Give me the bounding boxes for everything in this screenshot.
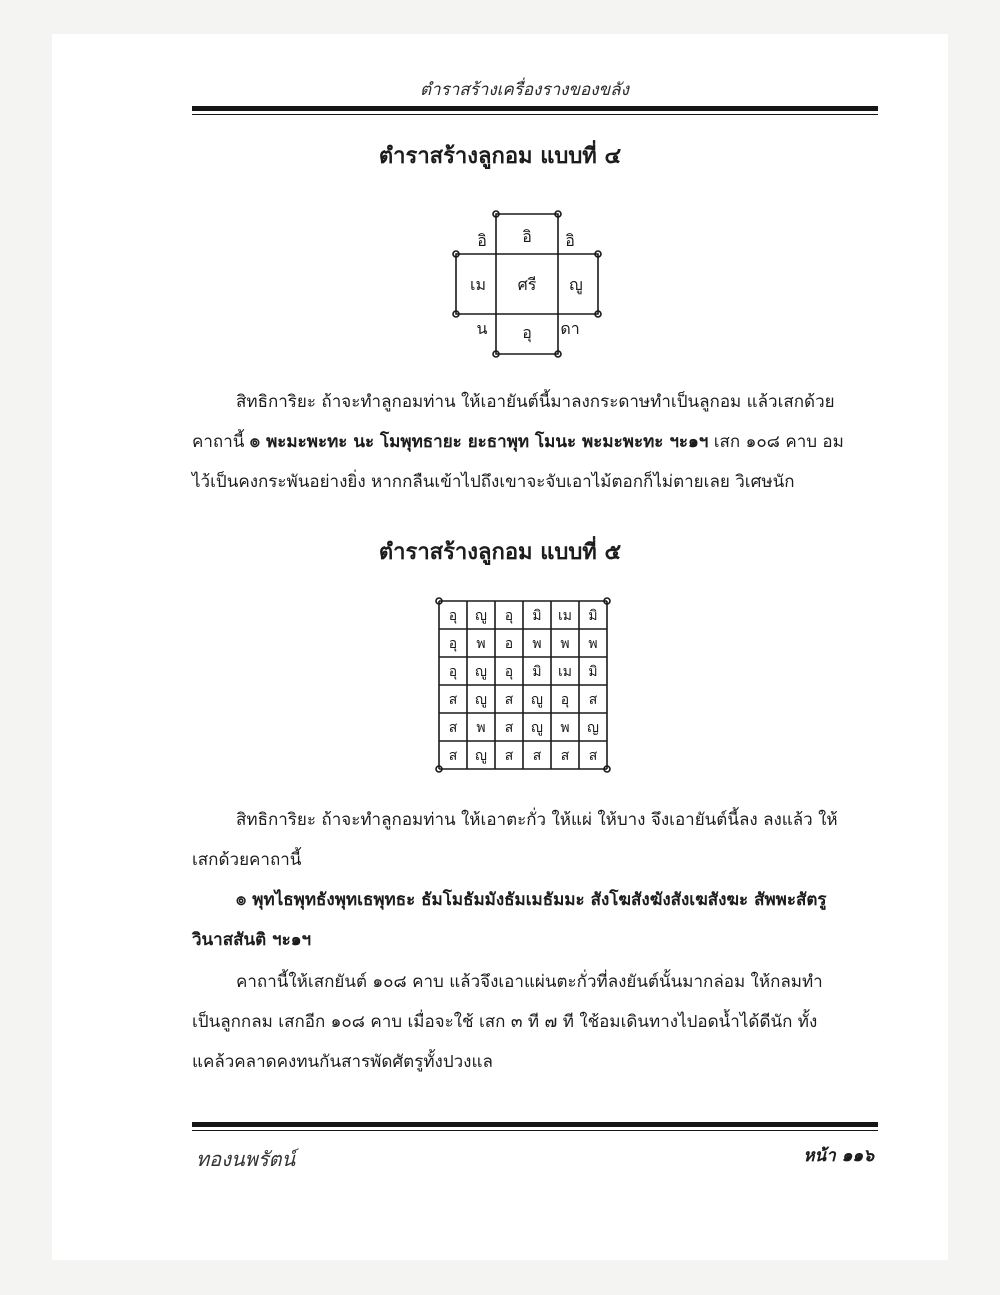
grid-cell: ญู <box>475 748 487 764</box>
section1-line-1: สิทธิการิยะ ถ้าจะทำลูกอมท่าน ให้เอายันต์นี้มาลงกระดาษทำเป็นลูกอม แล้วเสกด้วย <box>236 392 835 412</box>
footer-signature: ทองนพรัตน์ <box>196 1147 296 1171</box>
header-rule-thick <box>192 106 878 111</box>
mantra-line-2: วินาสสันติ ฯะ๑ฯ <box>192 930 312 950</box>
grid-cell: เม <box>557 664 573 680</box>
yantra-cell: อิ <box>565 231 575 250</box>
section1-line-2 <box>192 422 878 462</box>
section-title-4: ตำราสร้างลูกอม แบบที่ ๔ <box>378 143 622 169</box>
grid-cell: อุ <box>448 636 458 652</box>
mantra-line-1: ๏ พุทไธพุทธังพุทเธพุทธะ ธัมโมธัมมังธัมเมธัมมะ สังโฆสังฆังสังเฆสังฆะ สัพพะสัตรู <box>236 890 827 910</box>
grid-cell: ส <box>504 748 514 764</box>
section2-line-5: แคล้วคลาดคงทนกันสารพัดศัตรูทั้งปวงแล <box>192 1052 493 1072</box>
grid-cell: ส <box>504 720 514 736</box>
yantra-cell: เม <box>469 275 487 294</box>
grid-cell: ญู <box>531 720 543 736</box>
grid-cell: มิ <box>588 608 598 624</box>
section2-line-2: เสกด้วยคาถานี้ <box>192 850 302 870</box>
section2-line-4: เป็นลูกกลม เสกอีก ๑๐๘ คาบ เมื่อจะใช้ เสก ๓ ที ๗ ที ใช้อมเดินทางไปอดน้ำได้ดีนัก ทั้ง <box>192 1012 818 1032</box>
grid-cell: อุ <box>560 692 570 708</box>
grid-cell: พ <box>560 636 570 652</box>
grid-cell: ส <box>448 692 458 708</box>
grid-cell: ส <box>532 748 542 764</box>
yantra-cell: อิ <box>522 227 532 246</box>
grid-cell: ญ <box>587 720 599 736</box>
cross-yantra <box>448 208 608 360</box>
grid-cell: มิ <box>588 664 598 680</box>
section-title-5: ตำราสร้างลูกอม แบบที่ ๕ <box>378 539 622 565</box>
grid-cell: ส <box>448 720 458 736</box>
grid-cell: เม <box>557 608 573 624</box>
section1-mantra: ๏ พะมะพะทะ นะ โมพุทธายะ ยะธาพุท โมนะ พะมะพะทะ ฯะ๑ฯ <box>249 432 709 452</box>
yantra-cell: อุ <box>522 323 532 342</box>
grid-cell: ญู <box>531 692 543 708</box>
yantra-cell: น <box>476 319 488 338</box>
section1-line-3: ไว้เป็นคงกระพันอย่างยิ่ง หากกลืนเข้าไปถึงเขาจะจับเอาไม้ตอกก็ไม่ตายเลย วิเศษนัก <box>192 472 795 492</box>
grid-cell: พ <box>476 636 486 652</box>
grid-cell: อุ <box>448 608 458 624</box>
grid-cell: ส <box>448 748 458 764</box>
page-number: หน้า ๑๑๖ <box>803 1146 874 1166</box>
running-header: ตำราสร้างเครื่องรางของขลัง <box>420 80 629 100</box>
grid-cell: ญู <box>475 692 487 708</box>
yantra-cell: ศรี <box>517 275 537 294</box>
yantra-cell: ญู <box>569 275 583 294</box>
grid-cell: อุ <box>504 608 514 624</box>
yantra-cell: ดา <box>560 319 580 338</box>
grid-cell: อุ <box>504 664 514 680</box>
grid-cell: ส <box>588 692 598 708</box>
grid-cell: มิ <box>532 664 542 680</box>
grid-cell: ญู <box>475 608 487 624</box>
grid-cell: พ <box>476 720 486 736</box>
grid-cell: ส <box>504 692 514 708</box>
section1-text: เสก ๑๐๘ คาบ อม <box>708 432 844 452</box>
grid-cell: อ <box>504 636 514 652</box>
square-yantra-grid <box>428 590 618 780</box>
grid-cell: อุ <box>448 664 458 680</box>
grid-cell: พ <box>560 720 570 736</box>
grid-cell: มิ <box>532 608 542 624</box>
footer-rule-thin <box>192 1130 878 1131</box>
yantra-cell: อิ <box>477 231 487 250</box>
header-rule-thin <box>192 114 878 115</box>
section2-line-3: คาถานี้ให้เสกยันต์ ๑๐๘ คาบ แล้วจึงเอาแผ่นตะกั่วที่ลงยันต์นั้นมากล่อม ให้กลมทำ <box>236 972 823 992</box>
grid-cell: ส <box>588 748 598 764</box>
grid-cell: พ <box>588 636 598 652</box>
section1-text: คาถานี้ <box>192 432 250 452</box>
footer-rule-thick <box>192 1122 878 1127</box>
grid-cell: ญู <box>475 664 487 680</box>
grid-cell: ส <box>560 748 570 764</box>
grid-cell: พ <box>532 636 542 652</box>
section2-line-1: สิทธิการิยะ ถ้าจะทำลูกอมท่าน ให้เอาตะกั่ว ให้แผ่ ให้บาง จึงเอายันต์นี้ลง ลงแล้ว ให้ <box>236 810 838 830</box>
